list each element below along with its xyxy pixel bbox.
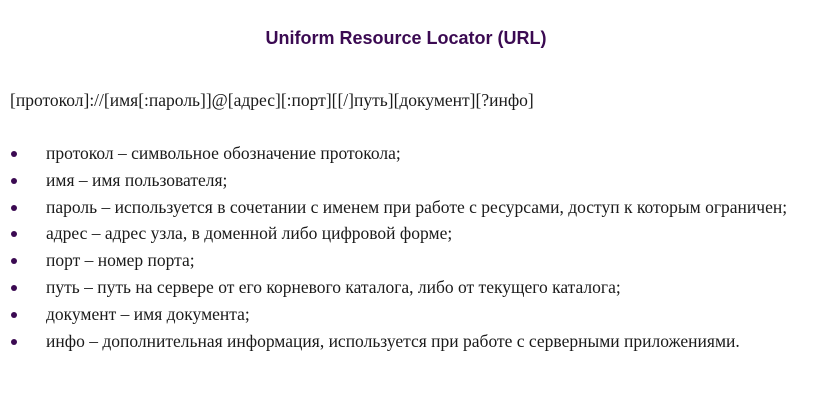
page-title: Uniform Resource Locator (URL) [265,28,547,48]
bullet-icon [11,330,23,353]
list-item-text: имя – имя пользователя; [46,170,228,190]
list-item-text: протокол – символьное обозначение протокола; [46,143,401,163]
list-item-text: порт – номер порта; [46,250,195,270]
bullet-icon [11,303,23,326]
list-item [10,330,816,353]
url-syntax: [протокол]://[имя[:пароль]]@[адрес][:порт][[/]путь][документ][?инфо] [10,90,534,110]
list-item [10,142,816,165]
bullet-icon [11,142,23,165]
list-item-text: путь – путь на сервере от его корневого каталога, либо от текущего каталога; [46,277,621,297]
list-item [10,222,816,245]
definition-list [10,142,816,357]
bullet-icon [11,222,23,245]
bullet-icon [11,196,23,219]
list-item [10,196,816,219]
list-item-text: инфо – дополнительная информация, используется при работе с серверными приложениями. [46,331,740,351]
bullet-icon [11,276,23,299]
bullet-icon [11,249,23,272]
list-item-text: документ – имя документа; [46,304,250,324]
list-item [10,276,816,299]
list-item [10,303,816,326]
list-item [10,169,816,192]
list-item-text: пароль – используется в сочетании с именем при работе с ресурсами, доступ к которым ограничен; [46,197,788,217]
bullet-icon [11,169,23,192]
list-item [10,249,816,272]
list-item-text: адрес – адрес узла, в доменной либо цифровой форме; [46,223,453,243]
